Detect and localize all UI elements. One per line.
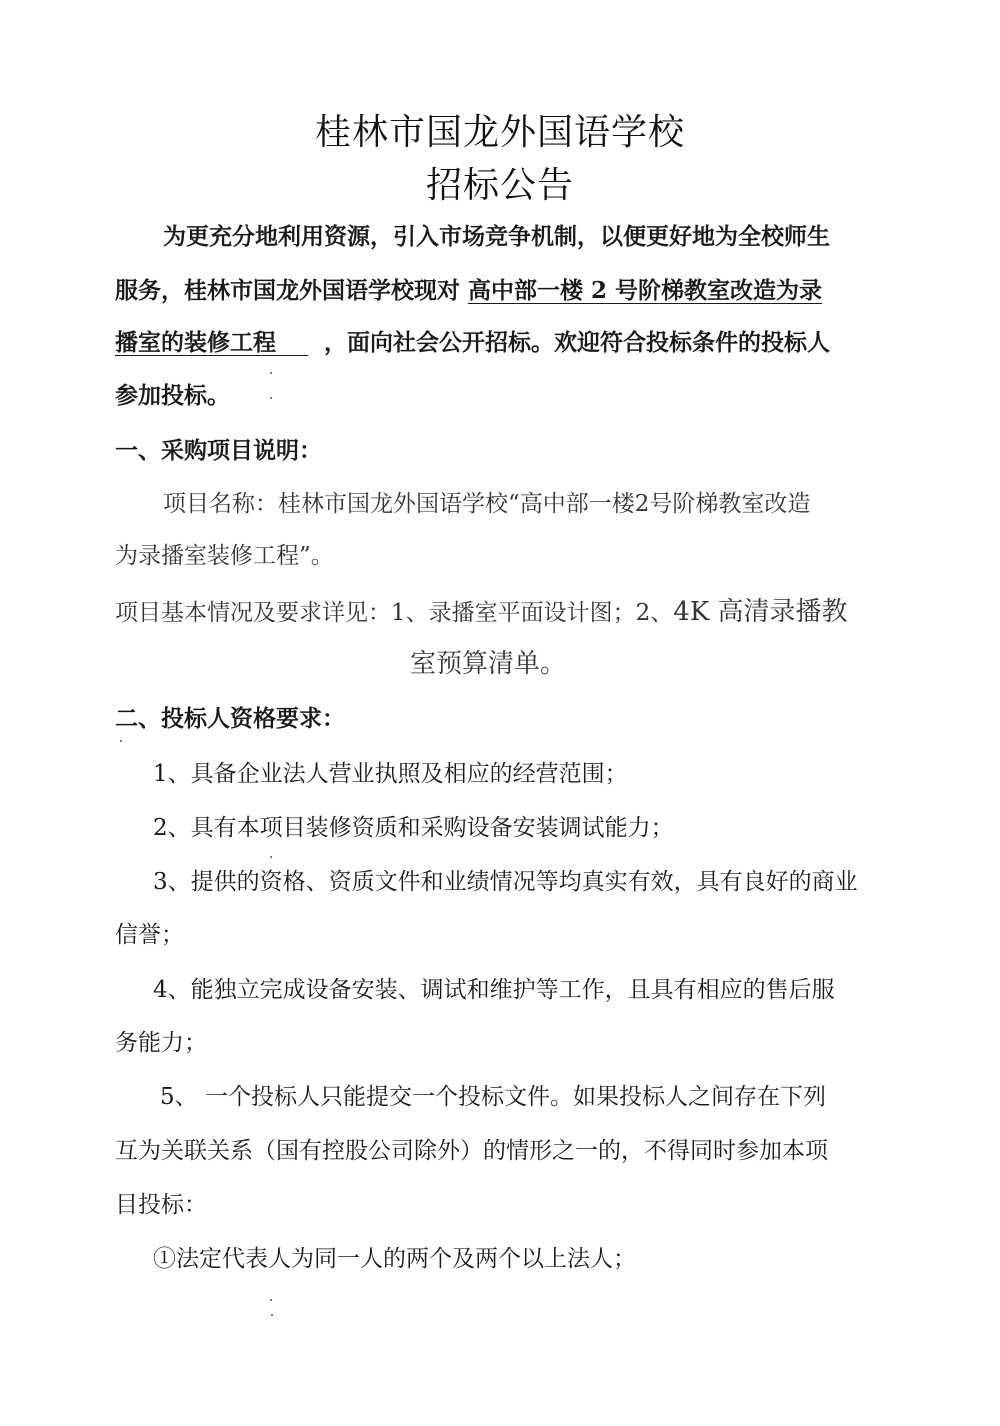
intro-line-3 (115, 328, 830, 358)
requirement-5-line-2: 互为关联关系（国有控股公司除外）的情形之一的，不得同时参加本项 (115, 1138, 828, 1164)
scan-speck (270, 1299, 272, 1301)
requirement-4-line-1: 4、能独立完成设备安装、调试和维护等工作，且具有相应的售后服 (153, 977, 835, 1003)
section-2-heading: 二、投标人资格要求： (115, 705, 345, 732)
requirement-3-line-1: 3、提供的资格、资质文件和业绩情况等均真实有效，具有良好的商业 (153, 869, 858, 895)
project-basics-prefix: 项目基本情况及要求详见：1、录播室平面设计图；2、 (115, 600, 674, 626)
project-name-underlined-2: 播室的装修工程 (115, 329, 276, 356)
intro-line-1: 为更充分地利用资源，引入市场竞争机制，以便更好地为全校师生 (163, 223, 830, 250)
scan-speck (120, 740, 122, 742)
requirement-5-sub-1: ①法定代表人为同一人的两个及两个以上法人； (153, 1246, 636, 1272)
project-basics-line-1 (115, 597, 848, 628)
scan-speck (270, 856, 272, 858)
document-title: 桂林市国龙外国语学校 (314, 112, 685, 153)
requirement-3-line-2: 信誉； (115, 922, 184, 948)
intro-line-2 (115, 276, 822, 306)
project-basics-large: 4K 高清录播教 (673, 597, 848, 627)
scan-speck (271, 1314, 273, 1316)
requirement-5-line-3: 目投标： (115, 1192, 207, 1218)
intro-line-4: 参加投标。 (115, 382, 230, 409)
intro-line-2-prefix: 服务，桂林市国龙外国语学校现对 (115, 277, 460, 304)
scan-speck (270, 397, 272, 399)
underline-blank (276, 329, 308, 356)
project-name-line-2: 为录播室装修工程”。 (115, 543, 334, 569)
requirement-1: 1、具备企业法人营业执照及相应的经营范围； (153, 761, 628, 787)
requirement-4-line-2: 务能力； (115, 1030, 207, 1056)
section-1-heading: 一、采购项目说明： (115, 437, 322, 464)
requirement-5-line-1: 5、 一个投标人只能提交一个投标文件。如果投标人之间存在下列 (160, 1084, 826, 1110)
requirement-2: 2、具有本项目装修资质和采购设备安装调试能力； (153, 815, 674, 841)
scan-speck (270, 372, 272, 374)
project-name-underlined-1: 高中部一楼 2 号阶梯教室改造为录 (468, 277, 823, 304)
intro-line-3-suffix: ，面向社会公开招标。欢迎符合投标条件的投标人 (324, 329, 831, 356)
project-basics-line-2: 室预算清单。 (410, 649, 567, 679)
project-name-line-1: 项目名称：桂林市国龙外国语学校“高中部一楼2号阶梯教室改造 (163, 491, 811, 517)
document-subtitle: 招标公告 (425, 165, 574, 206)
